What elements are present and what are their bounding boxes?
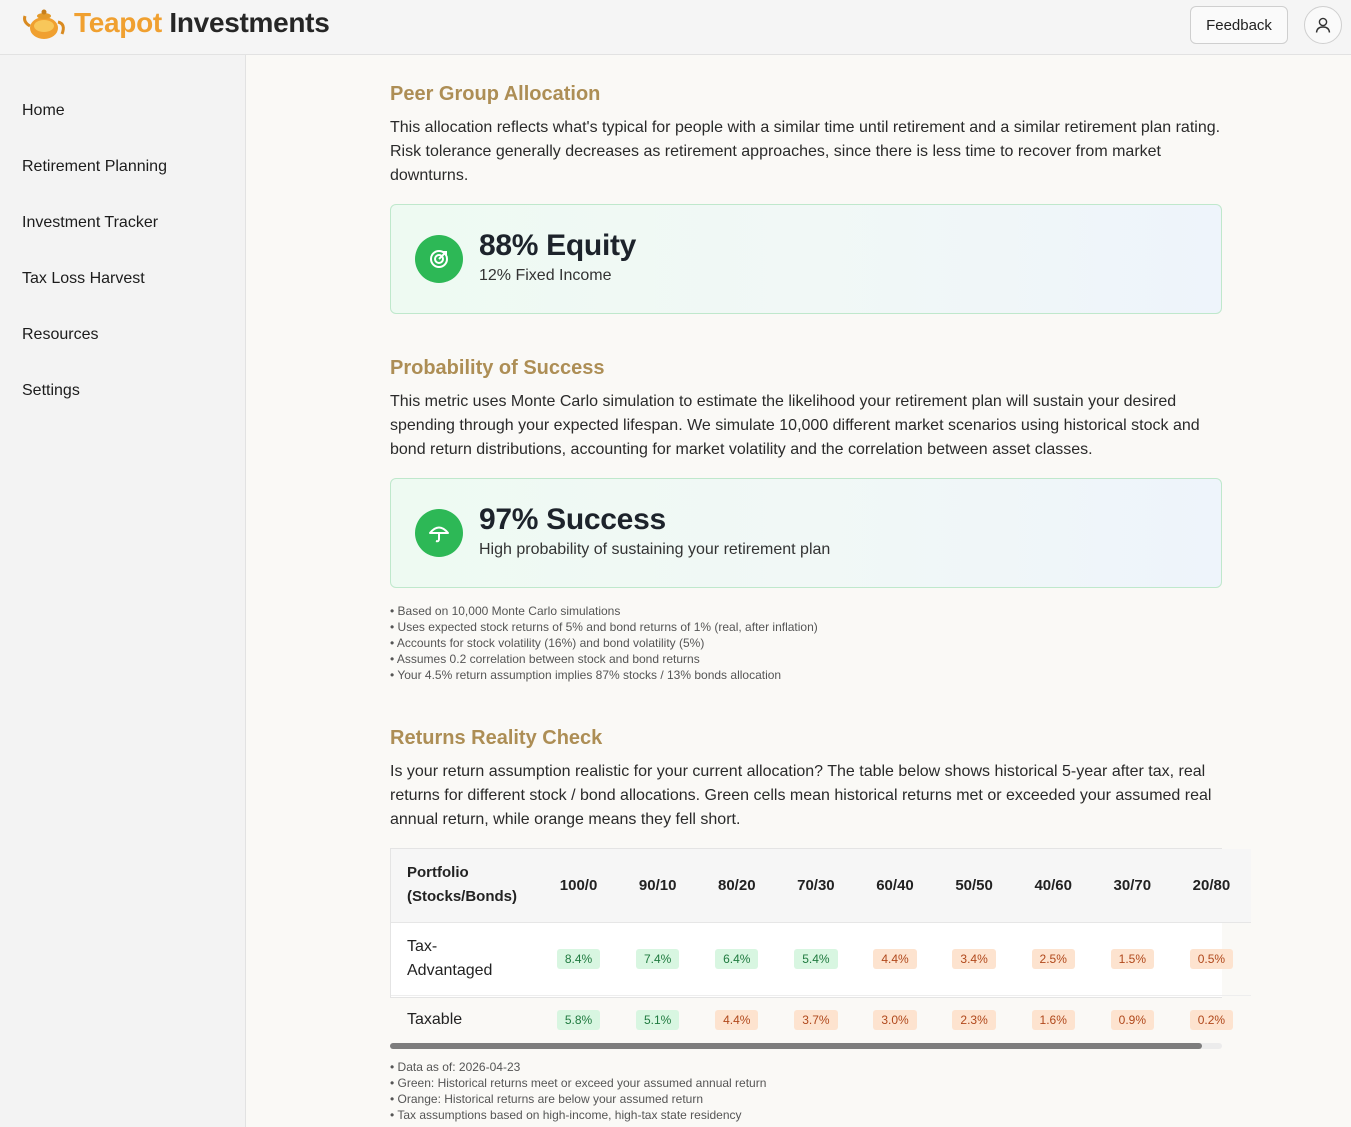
table-row [391,922,1251,995]
return-cell: 8.4% [557,949,600,969]
return-cell: 0.9% [1111,1010,1154,1030]
returns-table [391,849,1251,1045]
brand-name[interactable]: Teapot Investments [74,7,330,38]
reality-notes [390,1059,766,1123]
column-header: 60/40 [876,876,914,894]
table-scrollbar-thumb[interactable] [390,1043,1202,1049]
sidebar-item-settings[interactable]: Settings [22,382,80,399]
table-header-row [391,849,1251,922]
umbrella-icon [415,509,463,557]
return-cell: 0.5% [1190,949,1233,969]
success-heading: Probability of Success [390,357,605,379]
note-item: • Your 4.5% return assumption implies 87% stocks / 13% bonds allocation [390,667,818,683]
return-cell: 3.0% [873,1010,916,1030]
note-item: • Uses expected stock returns of 5% and bond returns of 1% (real, after inflation) [390,619,818,635]
return-cell: 6.4% [715,949,758,969]
note-item: • Orange: Historical returns are below your assumed return [390,1091,766,1107]
return-cell: 3.7% [794,1010,837,1030]
note-item: • Green: Historical returns meet or exceed your assumed annual return [390,1075,766,1091]
column-header: 20/80 [1192,876,1231,894]
success-notes [390,603,818,683]
sidebar-item-tax-loss-harvest[interactable]: Tax Loss Harvest [22,270,145,287]
note-item: • Data as of: 2026-04-23 [390,1059,766,1075]
success-summary: High probability of sustaining your retirement plan [479,541,831,558]
user-icon [1314,16,1332,34]
success-description: This metric uses Monte Carlo simulation to estimate the likelihood your retirement plan will sustain your desired spending through your expected lifespan. We simulate 10,000 different market scenarios using historical stock and bond return distributions, accounting for market volatility and the correlation between asset classes. [390,393,1200,458]
success-percent: 97% Success [479,503,666,536]
column-header: 70/30 [797,876,835,894]
column-header: 100/0 [559,876,598,894]
column-header: 80/20 [718,876,756,894]
account-button[interactable] [1304,6,1342,44]
target-icon [415,235,463,283]
fixed-income-percent: 12% Fixed Income [479,267,612,284]
column-header: 90/10 [638,876,677,894]
row-label: Taxable [407,1011,463,1029]
equity-percent: 88% Equity [479,229,637,262]
return-cell: 1.6% [1032,1010,1075,1030]
return-cell: 2.5% [1032,949,1075,969]
table-row [391,995,1251,1045]
note-item: • Accounts for stock volatility (16%) and bond volatility (5%) [390,635,818,651]
top-bar [0,0,1351,55]
feedback-button[interactable]: Feedback [1190,6,1288,44]
row-label: Tax- Advantaged [407,937,493,979]
reality-description: Is your return assumption realistic for your current allocation? The table below shows historical 5-year after tax, real returns for different stock / bond allocations. Green cells mean historical returns met or exceeded your assumed real annual return, while orange means they fell short. [390,763,1212,828]
returns-table-container[interactable] [390,848,1231,1029]
peer-allocation-card [390,204,1222,314]
note-item: • Tax assumptions based on high-income, high-tax state residency [390,1107,766,1123]
column-header: 50/50 [955,876,993,894]
sidebar [0,55,246,1127]
reality-heading: Returns Reality Check [390,727,603,749]
return-cell: 1.5% [1111,949,1154,969]
sidebar-item-retirement-planning[interactable]: Retirement Planning [22,158,167,175]
portfolio-column-header: Portfolio (Stocks/Bonds) [407,864,518,906]
column-header: 30/70 [1113,876,1152,894]
peer-group-heading: Peer Group Allocation [390,83,601,105]
column-header: 40/60 [1034,876,1072,894]
note-item: • Assumes 0.2 correlation between stock and bond returns [390,651,818,667]
sidebar-item-resources[interactable]: Resources [22,326,99,343]
return-cell: 5.8% [557,1010,600,1030]
return-cell: 7.4% [636,949,679,969]
return-cell: 4.4% [873,949,916,969]
teapot-icon[interactable] [22,4,66,42]
peer-group-description: This allocation reflects what's typical for people with a similar time until retirement and a similar retirement plan rating. Risk tolerance generally decreases as retirement approaches, since there is less time to recover from market downturns. [390,119,1221,184]
return-cell: 5.4% [794,949,837,969]
success-card [390,478,1222,588]
return-cell: 2.3% [952,1010,995,1030]
sidebar-item-investment-tracker[interactable]: Investment Tracker [22,214,159,231]
return-cell: 5.1% [636,1010,679,1030]
return-cell: 0.2% [1190,1010,1233,1030]
sidebar-item-home[interactable]: Home [22,102,65,119]
note-item: • Based on 10,000 Monte Carlo simulations [390,603,818,619]
return-cell: 3.4% [952,949,995,969]
main-content [246,55,1351,1127]
return-cell: 4.4% [715,1010,758,1030]
